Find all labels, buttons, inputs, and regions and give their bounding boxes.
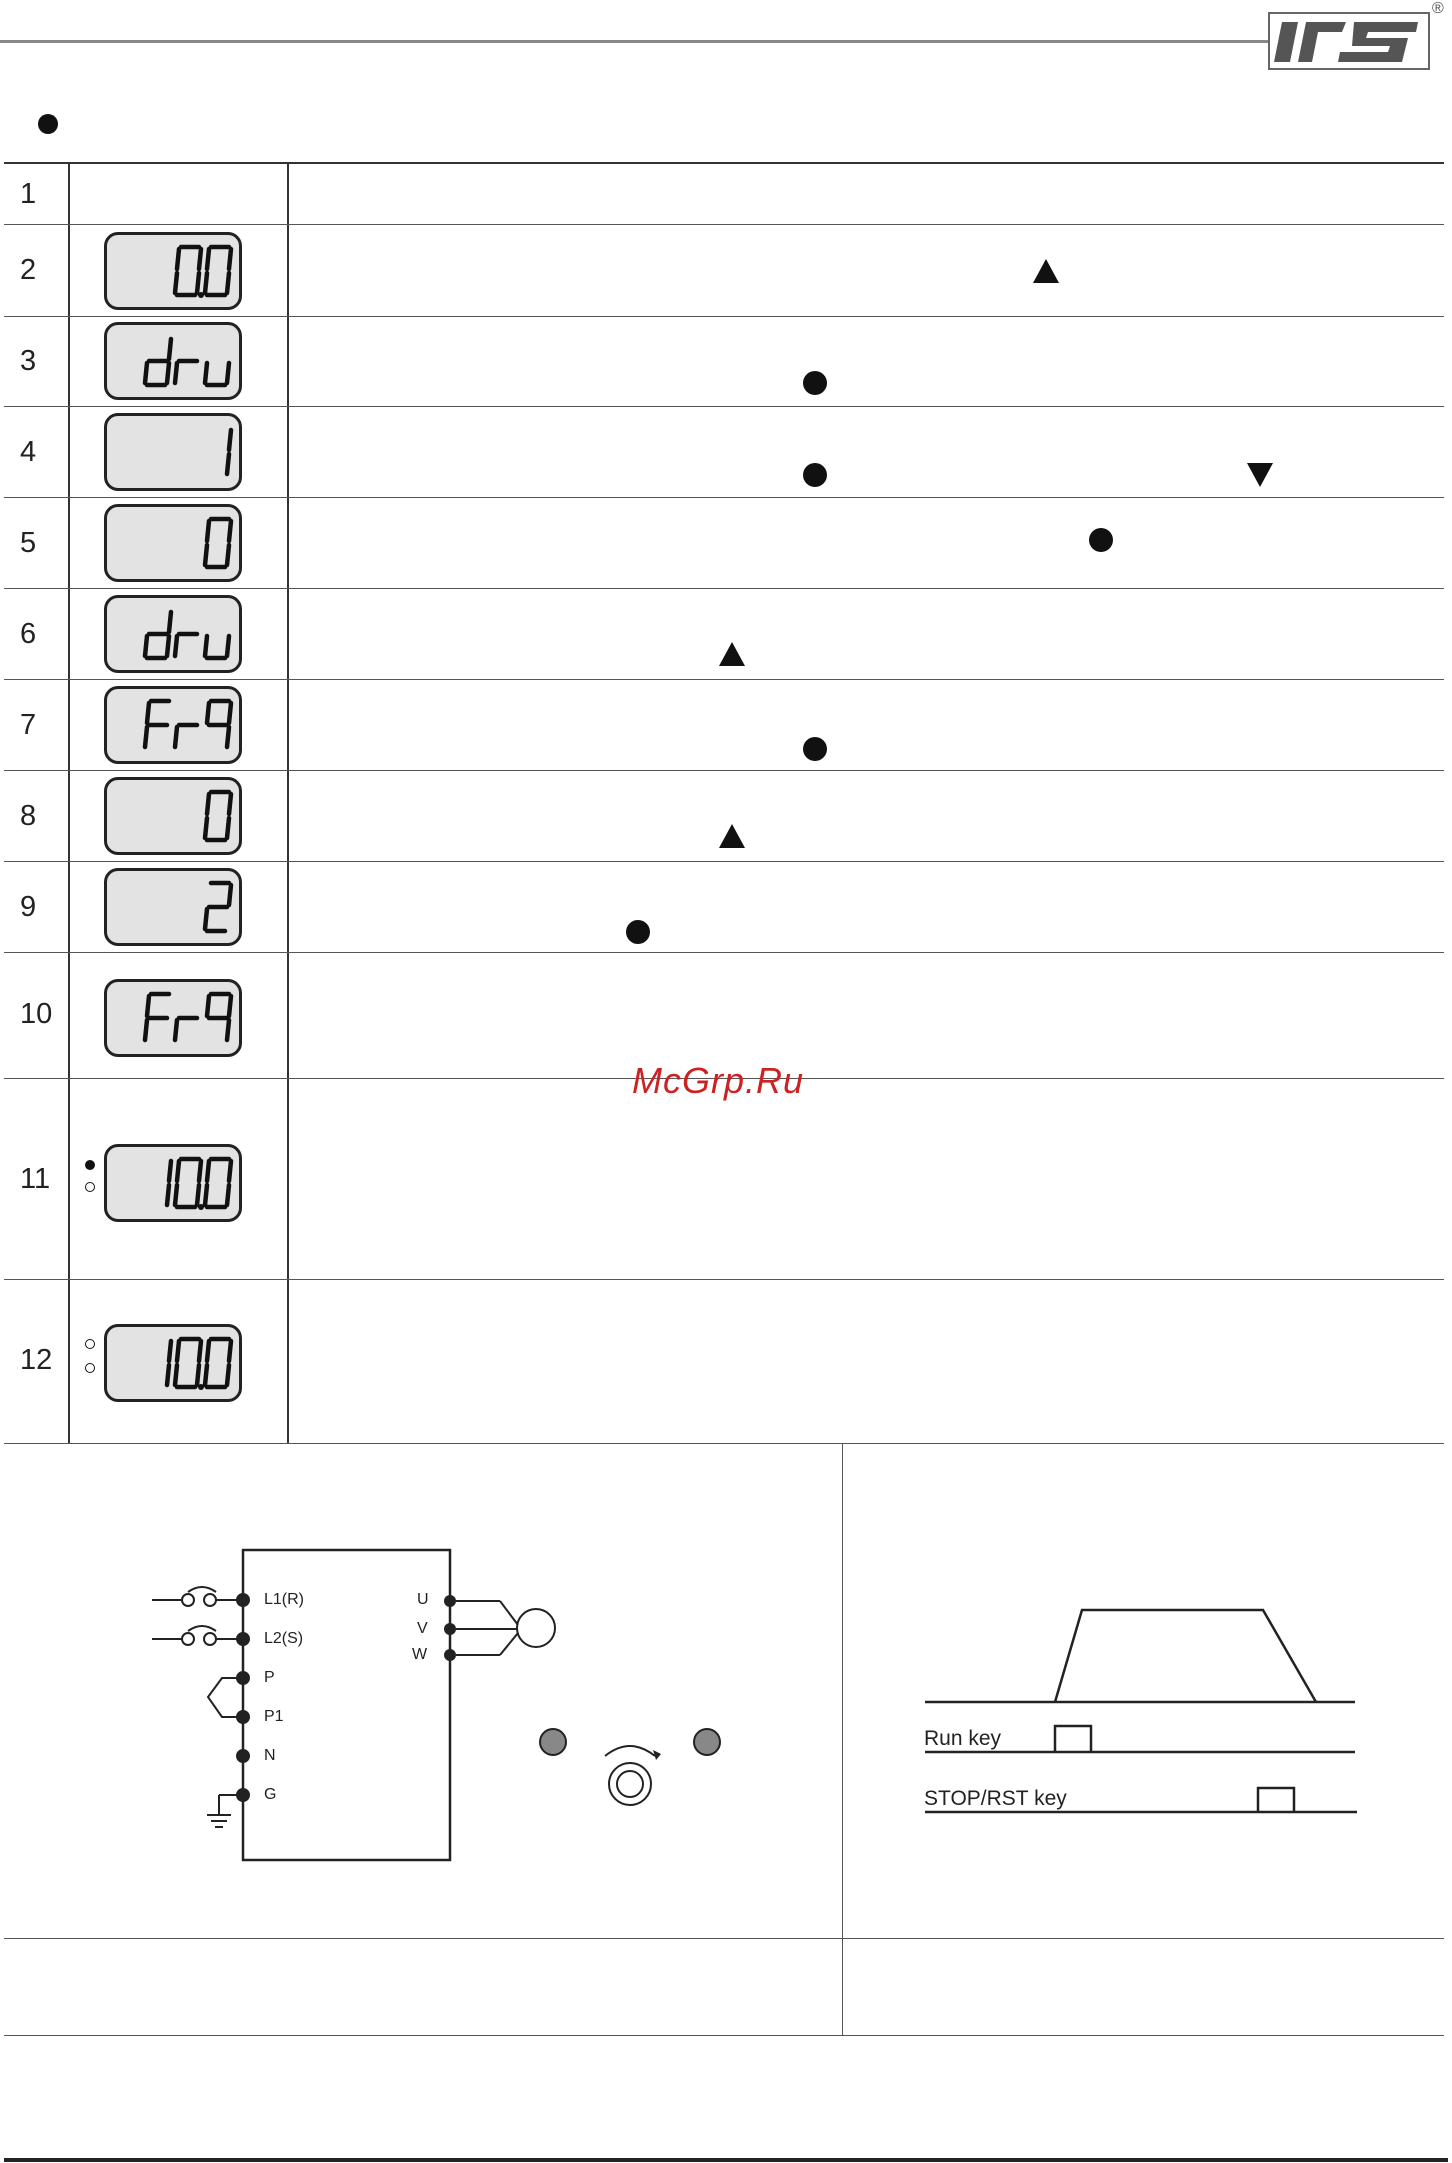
lcd-display bbox=[104, 979, 242, 1057]
terminal-label: P bbox=[264, 1669, 275, 1686]
row-divider bbox=[4, 316, 1444, 317]
lcd-display bbox=[104, 413, 242, 491]
terminal-label: W bbox=[412, 1646, 428, 1663]
lcd-display bbox=[104, 595, 242, 673]
enter-key-icon bbox=[802, 736, 828, 762]
up-key-icon bbox=[1032, 258, 1060, 284]
lcd-display bbox=[104, 868, 242, 946]
lcd-display bbox=[104, 686, 242, 764]
table-col-rule-2 bbox=[287, 162, 289, 1444]
lcd-display bbox=[104, 322, 242, 400]
section-rule bbox=[4, 2035, 1444, 2036]
enter-key-icon bbox=[625, 919, 651, 945]
row-number: 10 bbox=[20, 998, 53, 1030]
row-divider bbox=[4, 770, 1444, 771]
row-number: 1 bbox=[20, 178, 37, 210]
terminal-label: N bbox=[264, 1747, 276, 1764]
row-number: 7 bbox=[20, 709, 37, 741]
terminal-label: P1 bbox=[264, 1708, 284, 1725]
enter-key-icon bbox=[1088, 527, 1114, 553]
table-bottom-rule bbox=[4, 1443, 1444, 1444]
terminal-label: G bbox=[264, 1786, 277, 1803]
run-led-icon bbox=[85, 1160, 95, 1170]
watermark-text: McGrp.Ru bbox=[632, 1060, 805, 1101]
registered-mark: ® bbox=[1432, 0, 1444, 17]
terminal-label: L2(S) bbox=[264, 1630, 304, 1647]
run-key-label: Run key bbox=[924, 1727, 1002, 1750]
row-number: 12 bbox=[20, 1344, 53, 1376]
down-key-icon bbox=[1246, 462, 1274, 488]
row-divider bbox=[4, 1279, 1444, 1280]
row-number: 3 bbox=[20, 345, 37, 377]
brand-logo bbox=[1268, 0, 1444, 77]
enter-key-icon bbox=[802, 370, 828, 396]
stop-led-icon bbox=[85, 1182, 95, 1192]
up-key-icon bbox=[718, 823, 746, 849]
lcd-display bbox=[104, 1324, 242, 1402]
wiring-diagram bbox=[140, 1530, 740, 1870]
row-number: 6 bbox=[20, 618, 37, 650]
lcd-display bbox=[104, 232, 242, 310]
terminal-label: L1(R) bbox=[264, 1591, 305, 1608]
row-number: 9 bbox=[20, 891, 37, 923]
row-number: 2 bbox=[20, 254, 37, 286]
row-number: 4 bbox=[20, 436, 37, 468]
lcd-display bbox=[104, 504, 242, 582]
section-divider bbox=[842, 1443, 843, 2035]
row-divider bbox=[4, 861, 1444, 862]
section-rule bbox=[4, 1938, 1444, 1939]
footer-rule bbox=[4, 2158, 1448, 2162]
header-rule bbox=[0, 40, 1270, 43]
row-divider bbox=[4, 679, 1444, 680]
row-number: 8 bbox=[20, 800, 37, 832]
enter-key-icon bbox=[802, 462, 828, 488]
stop-led-icon bbox=[85, 1363, 95, 1373]
row-divider bbox=[4, 952, 1444, 953]
row-divider bbox=[4, 497, 1444, 498]
bullet-icon bbox=[38, 114, 58, 134]
row-number: 11 bbox=[20, 1163, 51, 1195]
terminal-label: U bbox=[417, 1591, 429, 1608]
run-led-icon bbox=[85, 1339, 95, 1349]
stop-key-label: STOP/RST key bbox=[924, 1787, 1067, 1810]
table-top-rule bbox=[4, 162, 1444, 164]
row-number: 5 bbox=[20, 527, 37, 559]
lcd-display bbox=[104, 777, 242, 855]
terminal-label: V bbox=[417, 1620, 428, 1637]
up-key-icon bbox=[718, 641, 746, 667]
table-col-rule-1 bbox=[68, 162, 70, 1444]
lcd-display bbox=[104, 1144, 242, 1222]
row-divider bbox=[4, 224, 1444, 225]
row-divider bbox=[4, 588, 1444, 589]
row-divider bbox=[4, 406, 1444, 407]
